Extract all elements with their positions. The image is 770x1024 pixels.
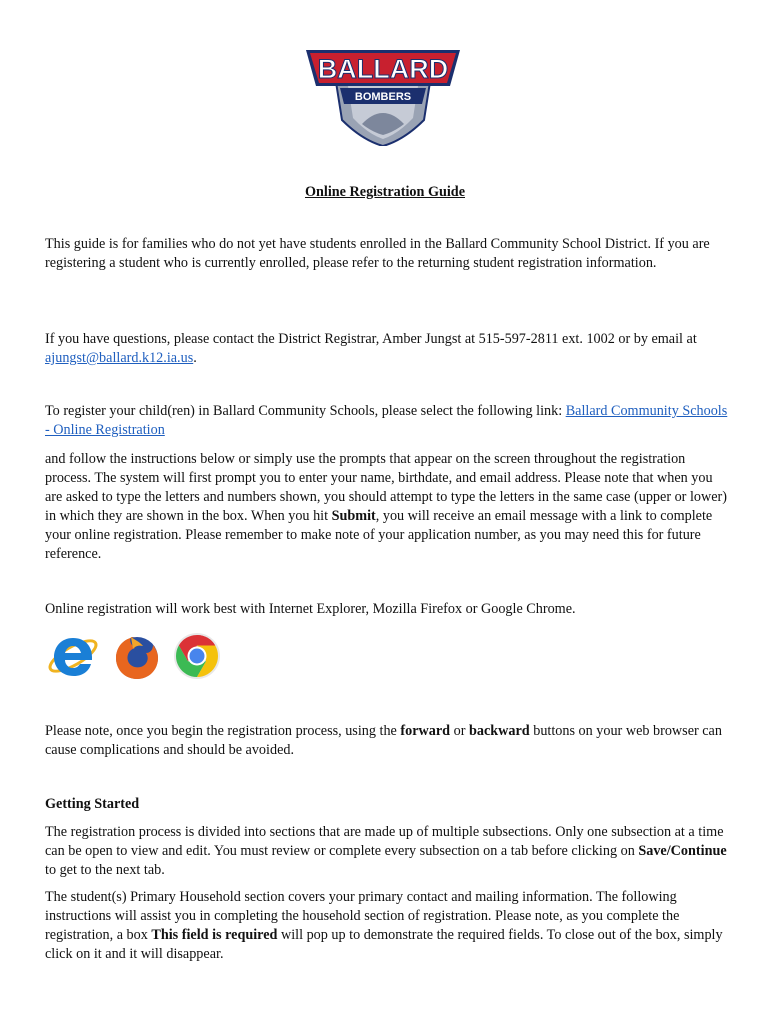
firefox-icon [113, 634, 161, 682]
field-required-bold: This field is required [151, 927, 278, 943]
contact-text: If you have questions, please contact the District Registrar, Amber Jungst at 515-597-2811 ext. 1002 or by email at [45, 331, 697, 347]
internet-explorer-icon [45, 626, 101, 684]
contact-text-end: . [193, 350, 197, 366]
backward-bold: backward [468, 723, 530, 739]
register-text: To register your child(ren) in Ballard Community Schools, please select the following link: [45, 403, 566, 419]
browser-paragraph: Online registration will work best with Internet Explorer, Mozilla Firefox or Google Chrome. [45, 601, 576, 617]
sections-text: The registration process is divided into sections that are made up of multiple subsections. Only one subsection at a time can be open to view and edit. You must review or complete every subsection on a tab before clicking on [45, 824, 724, 859]
household-paragraph [45, 888, 730, 964]
instructions-text: and follow the instructions below or simply use the prompts that appear on the screen throughout the registration process. The system will first prompt you to enter your name, birthdate, and email address. Please note that when you are asked to type the letters and numbers shown, you should attempt to type the letters in the same case (upper or lower) in which they are shown in the box. When you hit [45, 451, 727, 524]
svg-text:BALLARD: BALLARD [317, 54, 449, 84]
getting-started-heading: Getting Started [45, 796, 140, 812]
ballard-bombers-logo [300, 42, 466, 146]
instructions-text-end: , you will receive an email message with a link to complete your online registration. Please remember to make note of your application number, as you may need this for future reference. [45, 508, 713, 562]
warning-text-end: buttons on your web browser can cause complications and should be avoided. [45, 723, 722, 758]
browser-icons [45, 626, 225, 686]
contact-paragraph [45, 330, 730, 368]
instructions-paragraph [45, 450, 730, 564]
household-text: The student(s) Primary Household section covers your primary contact and mailing information. The following instructions will assist you in completing the household section of registration. Please note, as you complete the registration, a box [45, 889, 680, 943]
warning-text: Please note, once you begin the registration process, using the [45, 723, 401, 739]
page-title: Online Registration Guide [304, 184, 465, 200]
sections-paragraph [45, 823, 730, 880]
save-continue-bold: Save/Continue [638, 843, 727, 859]
svg-text:BOMBERS: BOMBERS [354, 91, 412, 103]
register-paragraph [45, 402, 730, 440]
submit-bold: Submit [331, 508, 376, 524]
registrar-email-link[interactable]: ajungst@ballard.k12.ia.us [45, 350, 194, 366]
intro-paragraph: This guide is for families who do not yet have students enrolled in the Ballard Community School District. If you are registering a student who is currently enrolled, please refer to the returning student registration information. [45, 236, 710, 271]
warning-text-or: or [450, 723, 469, 739]
navigation-warning-paragraph [45, 722, 730, 760]
forward-bold: forward [400, 723, 451, 739]
household-text-end: will pop up to demonstrate the required fields. To close out of the box, simply click on it and it will disappear. [45, 927, 723, 962]
online-registration-link[interactable]: Ballard Community Schools - Online Registration [45, 403, 728, 438]
sections-text-end: to get to the next tab. [45, 862, 165, 878]
chrome-icon [171, 630, 223, 682]
